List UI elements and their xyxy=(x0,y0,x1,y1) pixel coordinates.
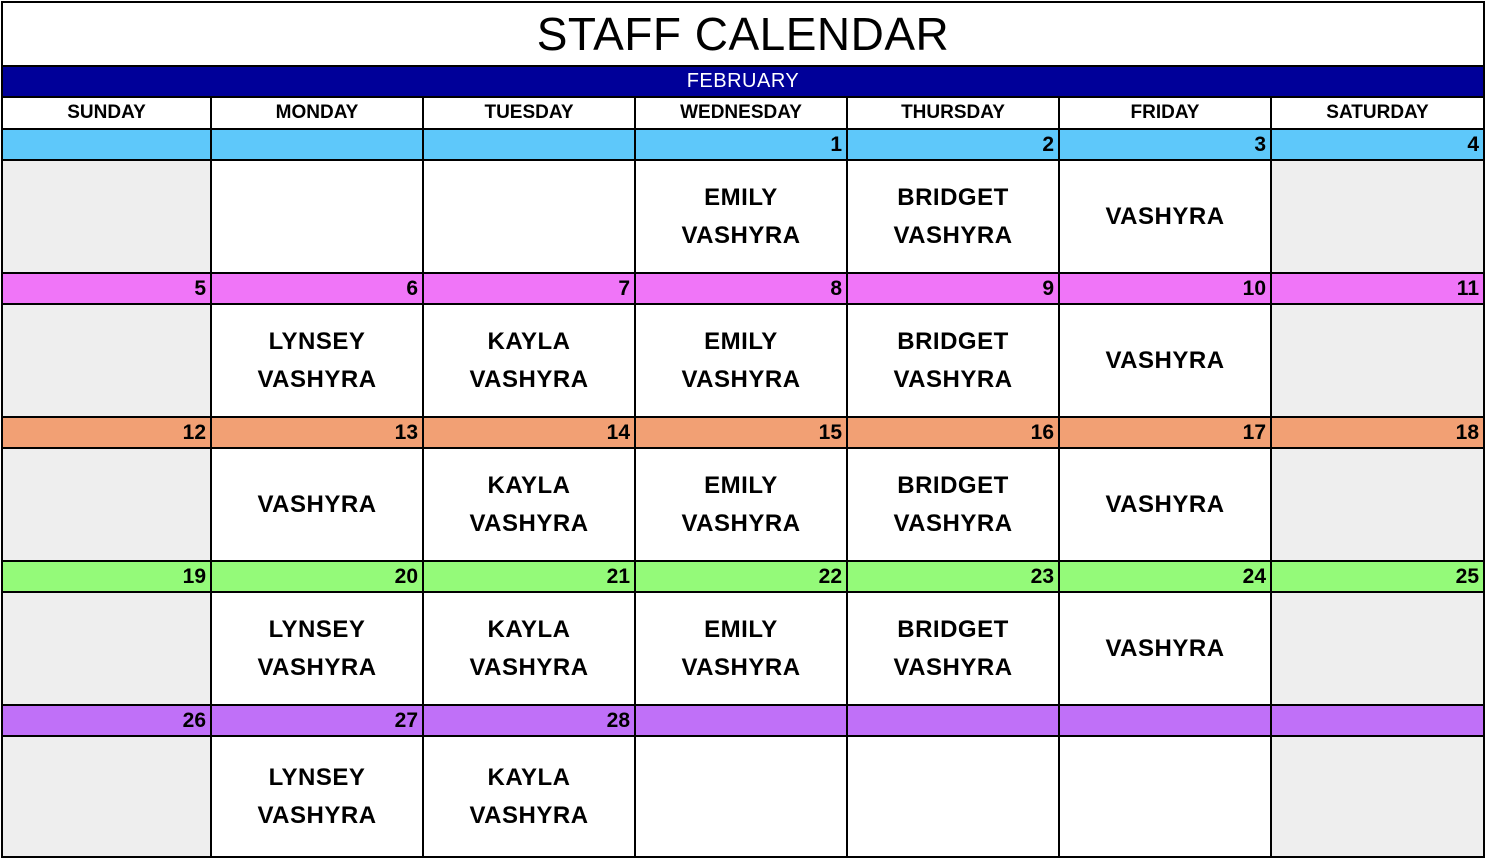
day-staff-cell[interactable] xyxy=(848,305,1060,418)
date-number-cell[interactable]: 4 xyxy=(1272,130,1485,161)
date-number-cell[interactable] xyxy=(212,130,424,161)
staff-name: VASHYRA xyxy=(469,365,589,393)
date-number-cell[interactable]: 5 xyxy=(1,274,212,305)
staff-name: VASHYRA xyxy=(469,801,589,829)
date-number-cell[interactable]: 21 xyxy=(424,562,636,593)
day-staff-cell[interactable] xyxy=(212,593,424,706)
day-staff-cell[interactable] xyxy=(848,737,1060,858)
day-header-friday[interactable]: FRIDAY xyxy=(1060,98,1272,130)
date-number-cell[interactable] xyxy=(1060,706,1272,737)
day-header-monday[interactable]: MONDAY xyxy=(212,98,424,130)
day-staff-cell[interactable] xyxy=(212,737,424,858)
day-header-sunday[interactable]: SUNDAY xyxy=(1,98,212,130)
staff-name: VASHYRA xyxy=(257,365,377,393)
date-number-cell[interactable]: 17 xyxy=(1060,418,1272,449)
staff-name: VASHYRA xyxy=(1105,202,1225,230)
day-staff-cell[interactable] xyxy=(1060,305,1272,418)
day-staff-cell[interactable] xyxy=(424,449,636,562)
month-banner[interactable]: FEBRUARY xyxy=(1,65,1485,98)
date-number-cell[interactable]: 24 xyxy=(1060,562,1272,593)
staff-name: KAYLA xyxy=(487,763,571,791)
day-staff-cell[interactable] xyxy=(1,593,212,706)
day-staff-cell[interactable] xyxy=(1,305,212,418)
date-number-cell[interactable] xyxy=(848,706,1060,737)
date-number-cell[interactable]: 26 xyxy=(1,706,212,737)
date-number-cell[interactable]: 6 xyxy=(212,274,424,305)
day-staff-cell[interactable] xyxy=(424,305,636,418)
staff-name: VASHYRA xyxy=(681,509,801,537)
day-staff-cell[interactable] xyxy=(636,737,848,858)
day-staff-cell[interactable] xyxy=(1,449,212,562)
staff-name: VASHYRA xyxy=(469,509,589,537)
staff-name: VASHYRA xyxy=(893,221,1013,249)
staff-name: VASHYRA xyxy=(681,365,801,393)
day-staff-cell[interactable] xyxy=(1060,161,1272,274)
day-staff-cell[interactable] xyxy=(636,161,848,274)
date-number-cell[interactable]: 3 xyxy=(1060,130,1272,161)
day-staff-cell[interactable] xyxy=(1272,449,1485,562)
staff-calendar-sheet xyxy=(1,1,1485,857)
date-number-cell[interactable] xyxy=(1272,706,1485,737)
date-number-cell[interactable]: 15 xyxy=(636,418,848,449)
day-staff-cell[interactable] xyxy=(636,305,848,418)
day-staff-cell[interactable] xyxy=(1060,593,1272,706)
staff-name: KAYLA xyxy=(487,327,571,355)
day-staff-cell[interactable] xyxy=(212,305,424,418)
date-number-cell[interactable]: 14 xyxy=(424,418,636,449)
staff-name: VASHYRA xyxy=(1105,634,1225,662)
date-number-cell[interactable]: 22 xyxy=(636,562,848,593)
date-number-cell[interactable]: 18 xyxy=(1272,418,1485,449)
staff-name: BRIDGET xyxy=(897,183,1009,211)
date-number-cell[interactable]: 16 xyxy=(848,418,1060,449)
date-number-cell[interactable]: 10 xyxy=(1060,274,1272,305)
staff-name: EMILY xyxy=(704,471,778,499)
staff-name: VASHYRA xyxy=(257,801,377,829)
staff-name: EMILY xyxy=(704,327,778,355)
staff-name: KAYLA xyxy=(487,615,571,643)
day-staff-cell[interactable] xyxy=(848,593,1060,706)
staff-name: EMILY xyxy=(704,615,778,643)
day-staff-cell[interactable] xyxy=(1060,449,1272,562)
day-staff-cell[interactable] xyxy=(1272,737,1485,858)
staff-name: BRIDGET xyxy=(897,471,1009,499)
date-number-cell[interactable]: 27 xyxy=(212,706,424,737)
date-number-cell[interactable]: 12 xyxy=(1,418,212,449)
staff-name: LYNSEY xyxy=(268,327,366,355)
staff-name: VASHYRA xyxy=(893,365,1013,393)
day-header-wednesday[interactable]: WEDNESDAY xyxy=(636,98,848,130)
date-number-cell[interactable]: 13 xyxy=(212,418,424,449)
day-staff-cell[interactable] xyxy=(1060,737,1272,858)
day-staff-cell[interactable] xyxy=(636,449,848,562)
date-number-cell[interactable]: 28 xyxy=(424,706,636,737)
calendar-title[interactable]: STAFF CALENDAR xyxy=(1,1,1485,65)
day-staff-cell[interactable] xyxy=(212,161,424,274)
date-number-cell[interactable]: 20 xyxy=(212,562,424,593)
day-staff-cell[interactable] xyxy=(1,737,212,858)
day-staff-cell[interactable] xyxy=(1,161,212,274)
date-number-cell[interactable]: 9 xyxy=(848,274,1060,305)
staff-name: EMILY xyxy=(704,183,778,211)
day-staff-cell[interactable] xyxy=(1272,305,1485,418)
staff-name: BRIDGET xyxy=(897,615,1009,643)
staff-name: VASHYRA xyxy=(1105,490,1225,518)
day-staff-cell[interactable] xyxy=(424,737,636,858)
day-staff-cell[interactable] xyxy=(212,449,424,562)
staff-name: KAYLA xyxy=(487,471,571,499)
date-number-cell[interactable]: 2 xyxy=(848,130,1060,161)
staff-name: BRIDGET xyxy=(897,327,1009,355)
date-number-cell[interactable]: 8 xyxy=(636,274,848,305)
date-number-cell[interactable]: 19 xyxy=(1,562,212,593)
day-staff-cell[interactable] xyxy=(636,593,848,706)
date-number-cell[interactable] xyxy=(1,130,212,161)
date-number-cell[interactable]: 25 xyxy=(1272,562,1485,593)
date-number-cell[interactable]: 1 xyxy=(636,130,848,161)
day-header-thursday[interactable]: THURSDAY xyxy=(848,98,1060,130)
staff-name: LYNSEY xyxy=(268,763,366,791)
date-number-cell[interactable] xyxy=(424,130,636,161)
staff-name: LYNSEY xyxy=(268,615,366,643)
day-staff-cell[interactable] xyxy=(848,161,1060,274)
date-number-cell[interactable]: 11 xyxy=(1272,274,1485,305)
staff-name: VASHYRA xyxy=(469,653,589,681)
staff-name: VASHYRA xyxy=(681,653,801,681)
day-header-saturday[interactable]: SATURDAY xyxy=(1272,98,1485,130)
day-staff-cell[interactable] xyxy=(1272,593,1485,706)
day-staff-cell[interactable] xyxy=(424,593,636,706)
date-number-cell[interactable] xyxy=(636,706,848,737)
staff-name: VASHYRA xyxy=(257,490,377,518)
date-number-cell[interactable]: 7 xyxy=(424,274,636,305)
day-header-tuesday[interactable]: TUESDAY xyxy=(424,98,636,130)
day-staff-cell[interactable] xyxy=(848,449,1060,562)
staff-name: VASHYRA xyxy=(1105,346,1225,374)
date-number-cell[interactable]: 23 xyxy=(848,562,1060,593)
staff-name: VASHYRA xyxy=(893,509,1013,537)
day-staff-cell[interactable] xyxy=(1272,161,1485,274)
staff-name: VASHYRA xyxy=(257,653,377,681)
staff-name: VASHYRA xyxy=(893,653,1013,681)
staff-name: VASHYRA xyxy=(681,221,801,249)
day-staff-cell[interactable] xyxy=(424,161,636,274)
